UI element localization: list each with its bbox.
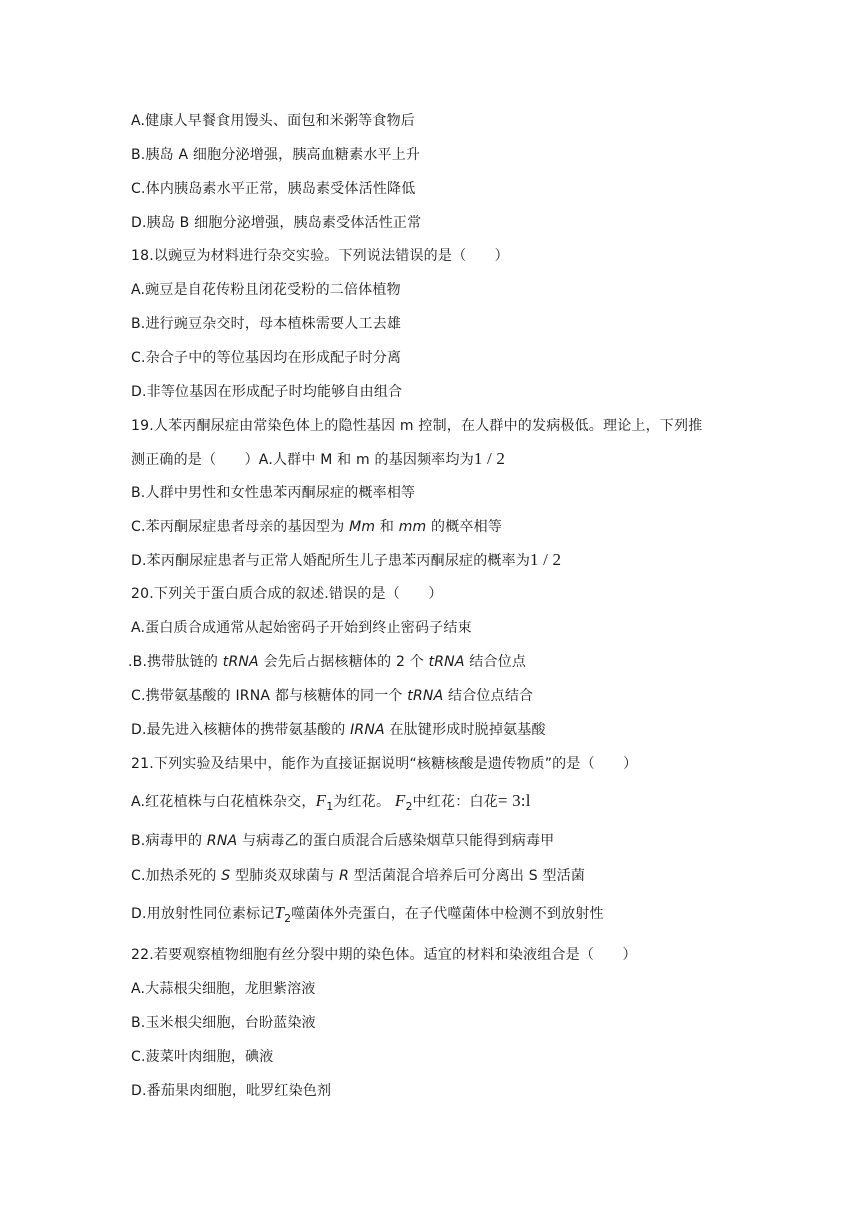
q20-option-c (131, 686, 831, 706)
q19-option-c-end: 的概卒相等 (426, 519, 503, 535)
q18-option-d: D.非等位基因在形成配子时均能够自由组合 (131, 384, 403, 400)
q20-option-a: A.蛋白质合成通常从起始密码子开始到终止密码子结束 (131, 620, 472, 636)
q20-option-d (131, 720, 831, 740)
q21-option-d (131, 903, 831, 929)
q18-stem: 18.以豌豆为材料进行杂交实验。下列说法错误的是（ ） (131, 248, 509, 264)
q21-option-c-text: C.加热杀死的 (131, 868, 222, 884)
q21-t2-sub: 2 (284, 911, 292, 925)
q21-option-a (131, 791, 831, 817)
q19-option-c-and: 和 (375, 519, 399, 535)
q22-stem: 22.若要观察植物细胞有丝分裂中期的染色体。适宜的材料和染液组合是（ ） (131, 947, 637, 963)
q17-option-c: C.体内胰岛素水平正常，胰岛素受体活性降低 (131, 181, 416, 197)
q22-option-c: C.菠菜叶肉细胞，碘液 (131, 1049, 274, 1065)
q21-option-b (131, 831, 831, 851)
q21-option-c-mid: 型肺炎双球菌与 (230, 868, 340, 884)
q21-option-d-text: D.用放射性同位素标记 (131, 906, 275, 922)
q21-option-a-mid: 为红花。 (333, 794, 391, 810)
q19-option-c (131, 517, 831, 537)
q21-option-d-end: 噬菌体外壳蛋白，在子代噬菌体中检测不到放射性 (291, 906, 604, 922)
q22-option-a: A.大蒜根尖细胞，龙胆紫溶液 (131, 981, 316, 997)
q19-genotype-mm: mm (398, 519, 427, 535)
q21-option-b-end: 与病毒乙的蛋白质混合后感染烟草只能得到病毒甲 (237, 833, 555, 849)
q19-option-d-text: D.苯丙酮尿症患者与正常人婚配所生儿子患苯丙酮尿症的概率为 (131, 553, 531, 569)
q19-fraction: 1 / 2 (473, 449, 506, 468)
q19-option-c-text: C.苯丙酮尿症患者母亲的基因型为 (131, 519, 350, 535)
q19-stem-line2-text: 测正确的是（ ）A.人群中 M 和 m 的基因频率均为 (131, 452, 474, 468)
q17-option-b: B.胰岛 A 细胞分泌增强，胰高血糖素水平上升 (131, 147, 421, 163)
q20-trna-1: tRNA (222, 654, 259, 670)
q17-option-a: A.健康人早餐食用馒头、面包和米粥等食物后 (131, 113, 415, 129)
q21-f1-sub: 1 (326, 799, 334, 813)
q20-option-d-end: 在肽键形成时脱掉氨基酸 (384, 722, 546, 738)
q21-f2-sub: 2 (405, 799, 413, 813)
q19-genotype-Mm: Mm (349, 519, 376, 535)
q20-option-d-trna: IRNA (350, 722, 385, 738)
q21-option-a-end: 中红花：白花 (412, 794, 498, 810)
q20-option-b-mid: 会先后占据核糖体的 2 个 (258, 654, 429, 670)
q20-stem: 20.下列关于蛋白质合成的叙述.错误的是（ ） (131, 586, 443, 602)
q21-r-type: R (339, 868, 350, 884)
q20-option-b-text: .B.携带肽链的 (128, 654, 223, 670)
q20-option-d-text: D.最先进入核糖体的携带氨基酸的 (131, 722, 351, 738)
q20-option-c-text: C.携带氨基酸的 IRNA 都与核糖体的同一个 (131, 688, 408, 704)
q19-option-b: B.人群中男性和女性患苯丙酮尿症的概率相等 (131, 485, 416, 501)
q19-option-d (131, 550, 831, 571)
q21-t2: T (274, 903, 285, 922)
q18-option-c: C.杂合子中的等位基因均在形成配子时分离 (131, 350, 402, 366)
q21-f2: F (394, 791, 406, 810)
q20-option-b (128, 652, 828, 672)
q21-option-c-end: 型活菌混合培养后可分离出 S 型活菌 (349, 868, 586, 884)
q20-trna-2: tRNA (428, 654, 465, 670)
q18-option-a: A.豌豆是自花传粉且闭花受粉的二倍体植物 (131, 282, 401, 298)
q22-option-d: D.番茄果肉细胞，吡罗红染色剂 (131, 1083, 332, 1099)
q19-option-d-fraction: 1 / 2 (530, 550, 562, 569)
q21-s-type: S (221, 868, 231, 884)
q19-stem-line2 (131, 449, 831, 470)
q20-option-b-end: 结合位点 (464, 654, 527, 670)
q21-option-b-text: B.病毒甲的 (131, 833, 207, 849)
q20-option-c-end: 结合位点结合 (443, 688, 534, 704)
q17-option-d: D.胰岛 B 细胞分泌增强，胰岛素受体活性正常 (131, 215, 422, 231)
q20-option-c-trna: tRNA (407, 688, 444, 704)
q21-option-c (131, 866, 831, 886)
q22-option-b: B.玉米根尖细胞，台盼蓝染液 (131, 1015, 316, 1031)
q21-ratio: = 3:l (497, 791, 531, 810)
q21-rna: RNA (206, 833, 238, 849)
q18-option-b: B.进行豌豆杂交时，母本植株需要人工去雄 (131, 316, 402, 332)
q19-stem-line1: 19.人苯丙酮尿症由常染色体上的隐性基因 m 控制，在人群中的发病极低。理论上，下列推 (131, 418, 703, 434)
q21-option-a-text: A.红花植株与白花植株杂交， (131, 794, 316, 810)
q21-stem: 21.下列实验及结果中，能作为直接证据说明“核糖核酸是遗传物质”的是（ ） (131, 756, 638, 772)
q21-f1: F (315, 791, 327, 810)
